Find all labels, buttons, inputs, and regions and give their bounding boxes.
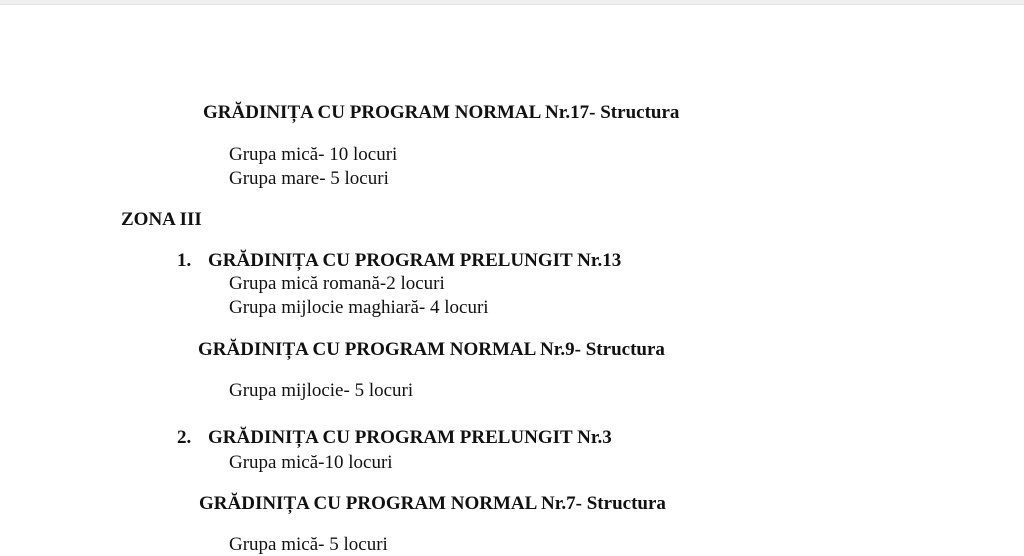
group-line: Grupa mare- 5 locuri [229, 168, 389, 189]
heading-gradinita-nr3: GRĂDINIȚA CU PROGRAM PRELUNGIT Nr.3 [208, 427, 612, 448]
list-number: 2. [177, 427, 192, 448]
heading-gradinita-nr17: GRĂDINIȚA CU PROGRAM NORMAL Nr.17- Structura [203, 102, 680, 123]
viewer-top-bar [0, 0, 1024, 5]
group-line: Grupa mică romană-2 locuri [229, 273, 445, 294]
heading-gradinita-nr13: GRĂDINIȚA CU PROGRAM PRELUNGIT Nr.13 [208, 250, 622, 271]
list-item-heading-2 [177, 427, 612, 449]
group-line: Grupa mijlocie- 5 locuri [229, 380, 414, 401]
heading-gradinita-nr9: GRĂDINIȚA CU PROGRAM NORMAL Nr.9- Structura [198, 339, 665, 360]
group-line: Grupa mică- 5 locuri [229, 534, 388, 555]
list-item-heading-1 [177, 250, 621, 272]
group-line: Grupa mică- 10 locuri [229, 144, 398, 165]
zone-title: ZONA III [121, 209, 202, 230]
list-number: 1. [177, 250, 192, 271]
heading-gradinita-nr7: GRĂDINIȚA CU PROGRAM NORMAL Nr.7- Structura [199, 493, 666, 514]
group-line: Grupa mică-10 locuri [229, 452, 393, 473]
group-line: Grupa mijlocie maghiară- 4 locuri [229, 297, 489, 318]
